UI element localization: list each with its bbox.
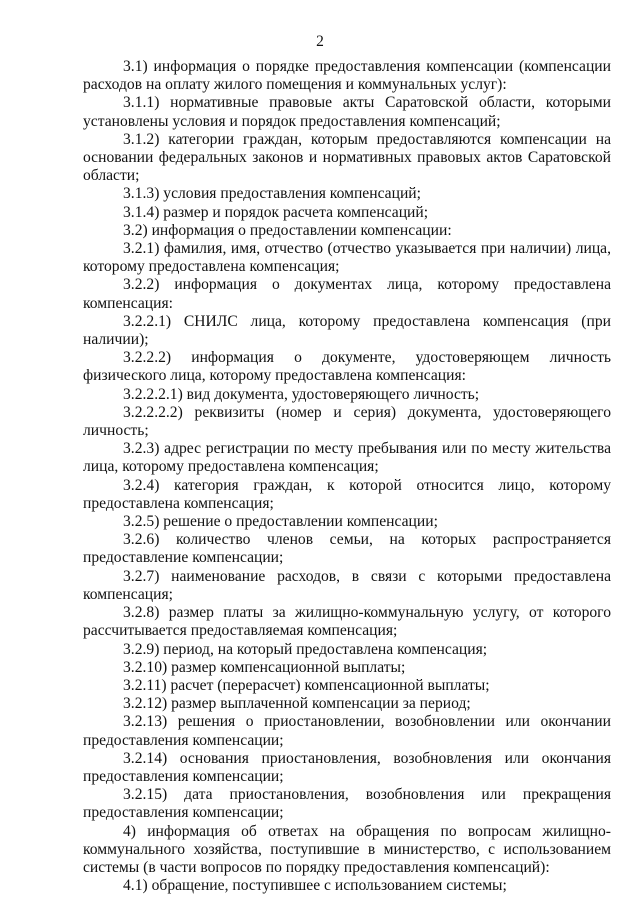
paragraph: 3.2.2.2.1) вид документа, удостоверяющего личность; xyxy=(123,385,480,403)
paragraph: 3.2.6) количество членов семьи, на которых распространяется предоставление компенсации; xyxy=(83,531,611,567)
paragraph: 4) информация об ответах на обращения по вопросам жилищно-коммунального хозяйства, поступившие в министерство, с использованием системы (в части вопросов по порядку предоставления компенсаций): xyxy=(83,822,611,876)
document-body xyxy=(83,58,611,895)
paragraph: 3.1.4) размер и порядок расчета компенсаций; xyxy=(123,203,429,221)
paragraph: 3.1) информация о порядке предоставления компенсации (компенсации расходов на оплату жилого помещения и коммунальных услуг): xyxy=(83,58,611,94)
paragraph: 3.2.9) период, на который предоставлена компенсация; xyxy=(123,640,488,658)
paragraph: 3.1.3) условия предоставления компенсаций; xyxy=(123,185,421,203)
paragraph: 3.2.2.1) СНИЛС лица, которому предоставлена компенсация (при наличии); xyxy=(83,312,611,349)
paragraph: 3.2.8) размер платы за жилищно-коммунальную услугу, от которого рассчитывается предоставляемая компенсация; xyxy=(83,604,611,640)
paragraph: 3.2.10) размер компенсационной выплаты; xyxy=(123,658,406,676)
paragraph: 4.1) обращение, поступившее с использованием системы; xyxy=(123,877,507,895)
paragraph: 3.2.1) фамилия, имя, отчество (отчество указывается при наличии) лица, которому предоставлена компенсация; xyxy=(83,240,611,276)
paragraph: 3.1.2) категории граждан, которым предоставляются компенсации на основании федеральных законов и нормативных правовых актов Саратовской области; xyxy=(83,130,611,185)
paragraph: 3.2.13) решения о приостановлении, возобновлении или окончании предоставления компенсации; xyxy=(83,713,611,749)
paragraph: 3.2.2.2.2) реквизиты (номер и серия) документа, удостоверяющего личность; xyxy=(83,403,611,440)
paragraph: 3.2.14) основания приостановления, возобновления или окончания предоставления компенсации; xyxy=(83,749,611,785)
paragraph: 3.2.5) решение о предоставлении компенсации; xyxy=(123,513,438,531)
paragraph: 3.2.15) дата приостановления, возобновления или прекращения предоставления компенсации; xyxy=(83,786,611,822)
paragraph: 3.2.7) наименование расходов, в связи с которыми предоставлена компенсация; xyxy=(83,567,611,603)
paragraph: 3.2.2) информация о документах лица, которому предоставлена компенсация: xyxy=(83,276,611,312)
paragraph: 3.1.1) нормативные правовые акты Саратовской области, которыми установлены условия и порядок предоставления компенсаций; xyxy=(83,94,611,130)
paragraph: 3.2.11) расчет (перерасчет) компенсационной выплаты; xyxy=(123,676,490,694)
page-number: 2 xyxy=(316,33,324,50)
paragraph: 3.2) информация о предоставлении компенсации: xyxy=(123,221,452,239)
paragraph: 3.2.4) категория граждан, к которой относится лицо, которому предоставлена компенсация; xyxy=(83,476,611,512)
paragraph: 3.2.2.2) информация о документе, удостоверяющем личность физического лица, которому предоставлена компенсация: xyxy=(83,349,611,385)
paragraph: 3.2.3) адрес регистрации по месту пребывания или по месту жительства лица, которому предоставлена компенсация; xyxy=(83,440,611,476)
paragraph: 3.2.12) размер выплаченной компенсации за период; xyxy=(123,695,471,713)
